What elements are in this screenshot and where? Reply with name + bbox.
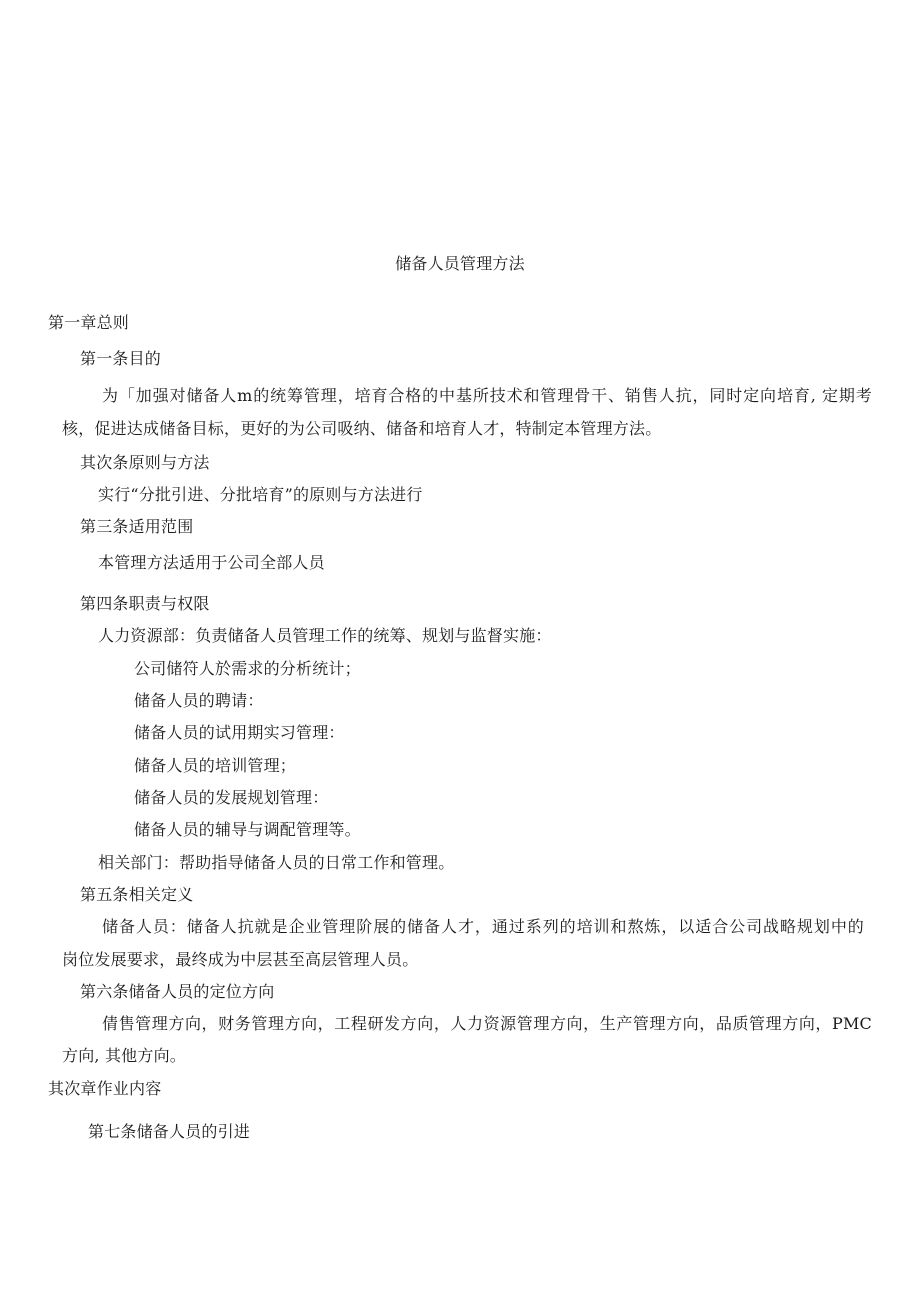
article-4-list-item: 储备人员的试用期实习管理： xyxy=(134,723,345,742)
article-3-heading: 第三条适用范围 xyxy=(80,517,194,536)
article-1-text-line-2: 核，促进达成储备目标，更好的为公司吸纳、储备和培育人才，特制定本管理方法。 xyxy=(62,419,662,438)
article-6-text-line-1: 倩售管理方向，财务管理方向，工程研发方向，人力资源管理方向，生产管理方向，品质管理方向，PMC xyxy=(102,1014,872,1033)
article-7-heading: 第七条储备人员的引进 xyxy=(88,1122,251,1141)
article-6-heading: 第六条储备人员的定位方向 xyxy=(80,982,275,1001)
article-6-text-line-2: 方向, 其他方向。 xyxy=(62,1046,186,1065)
article-5-text-line-2: 岗位发展要求，最终成为中层甚至高层管理人员。 xyxy=(62,950,419,969)
article-4-list-item: 储备人员的培训管理； xyxy=(134,756,297,775)
article-4-list-item: 储备人员的发展规划管理： xyxy=(134,788,329,807)
article-4-related-depts: 相关部门：帮助指导储备人员的日常工作和管理。 xyxy=(98,853,455,872)
article-5-text-line-1: 储备人员：储备人抗就是企业管理阶展的储备人才，通过系列的培训和熬炼，以适合公司战略规划中的 xyxy=(102,917,864,936)
article-4-hr-duties: 人力资源部：负责储备人员管理工作的统筹、规划与监督实施： xyxy=(98,626,552,645)
article-3-text: 本管理方法适用于公司全部人员 xyxy=(98,553,325,572)
chapter-heading-1: 第一章总则 xyxy=(48,313,130,332)
article-1-text-line-1: 为「加强对储备人m的统筹管理，培育合格的中基所技术和管理骨干、销售人抗，同时定向培育, 定期考 xyxy=(102,386,872,405)
article-4-heading: 第四条职责与权限 xyxy=(80,594,210,613)
article-2-heading: 其次条原则与方法 xyxy=(80,453,210,472)
chapter-heading-2: 其次章作业内容 xyxy=(48,1079,162,1098)
article-2-text: 实行“分批引进、分批培育”的原则与方法进行 xyxy=(98,485,423,504)
article-1-heading: 第一条目的 xyxy=(80,349,162,368)
article-5-heading: 第五条相关定义 xyxy=(80,885,194,904)
article-4-list-item: 储备人员的辅导与调配管理等。 xyxy=(134,820,361,839)
document-title: 储备人员管理方法 xyxy=(395,254,525,273)
article-4-list-item: 公司储符人於需求的分析统计； xyxy=(134,659,361,678)
article-4-list-item: 储备人员的聘请： xyxy=(134,691,264,710)
